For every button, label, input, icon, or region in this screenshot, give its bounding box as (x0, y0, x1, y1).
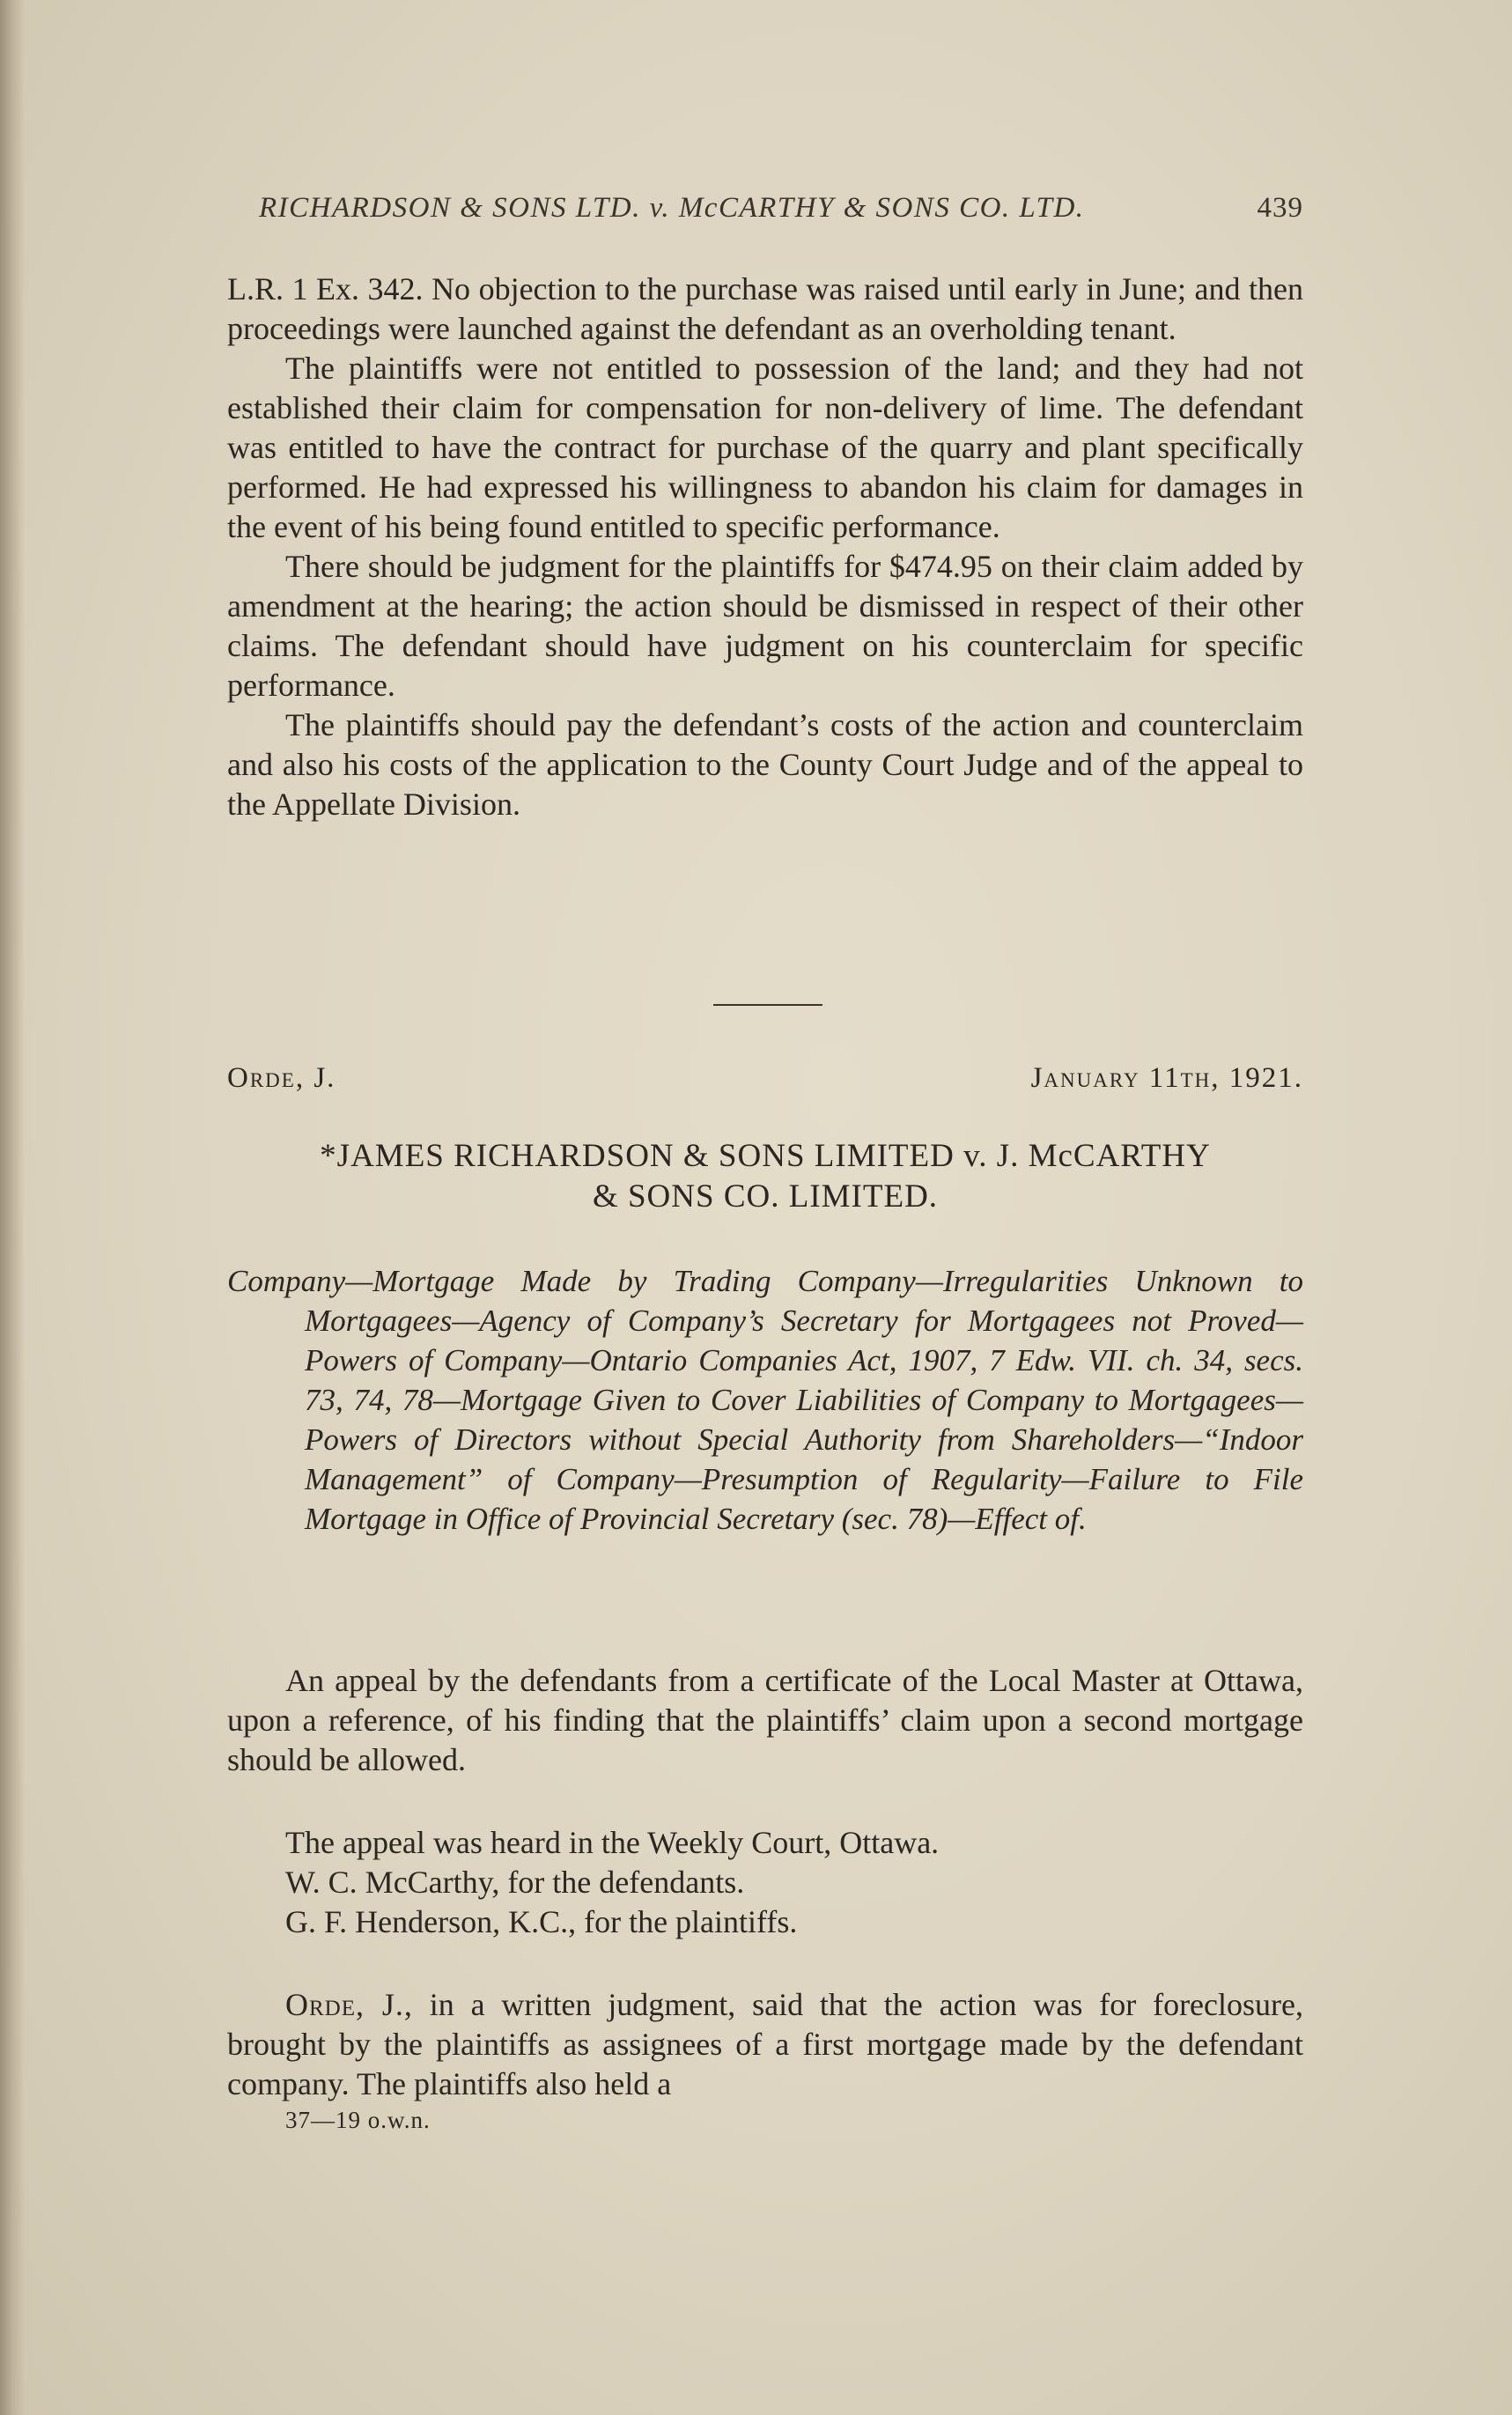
hearing-details (285, 1823, 1303, 1942)
case-title-line: *JAMES RICHARDSON & SONS LIMITED v. J. McCARTHY (320, 1138, 1211, 1174)
judge-date-line (227, 1062, 1303, 1106)
paragraph: The plaintiffs should pay the defendant’s costs of the action and counterclaim and also his costs of the application to the County Court Judge and of the appeal to the Appellate Division. (227, 707, 1303, 822)
paragraph: The plaintiffs were not entitled to possession of the land; and they had not established their claim for compensation for non-delivery of lime. The defendant was entitled to have the contract for purchase of the quarry and plant specifically performed. He had expressed his willingness to abandon his claim for damages in the event of his being found entitled to specific performance. (227, 351, 1303, 544)
counsel-line: G. F. Henderson, K.C., for the plaintiffs. (285, 1904, 798, 1939)
running-title: RICHARDSON & SONS LTD. v. McCARTHY & SONS CO. LTD. (259, 192, 1085, 224)
hearing-line: The appeal was heard in the Weekly Court, Ottawa. (285, 1825, 940, 1860)
judge-lead: Orde, J., (285, 1987, 413, 2022)
case-title (227, 1136, 1303, 1217)
headnote: Company—Mortgage Made by Trading Company—Irregularities Unknown to Mortgagees—Agency of Company’s Secretary for Mortgagees not Proved—Powers of Company—Ontario Companies Act, 1907, 7 Edw. VII. ch. 34, secs. 73, 74, 78—Mortgage Given to Cover Liabilities of Company to Mortgagees—Powers of Directors without Special Authority from Shareholders—“Indoor Management” of Company—Presumption of Regularity—Failure to File Mortgage in Office of Provincial Secretary (sec. 78)—Effect of. (227, 1264, 1303, 1536)
page-number: 439 (1257, 192, 1303, 224)
judge-name: Orde, J. (227, 1062, 336, 1094)
printer-signature: 37—19 o.w.n. (285, 2107, 431, 2133)
case-title-line: & SONS CO. LIMITED. (592, 1178, 939, 1215)
judgment-date: January 11th, 1921. (1030, 1062, 1303, 1094)
counsel-line: W. C. McCarthy, for the defendants. (285, 1865, 745, 1900)
paragraph: L.R. 1 Ex. 342. No objection to the purchase was raised until early in June; and then proceedings were launched against the defendant as an overholding tenant. (227, 271, 1303, 346)
paragraph (227, 1985, 1303, 2104)
previous-case-conclusion (227, 270, 1303, 824)
page-spine-shadow (0, 0, 25, 2415)
section-divider (713, 1004, 822, 1006)
judgment-text: in a written judgment, said that the action was for foreclosure, brought by the plaintiffs as assignees of a first mortgage made by the defendant company. The plaintiffs also held a (227, 1987, 1303, 2101)
running-header (227, 192, 1303, 236)
paragraph: An appeal by the defendants from a certificate of the Local Master at Ottawa, upon a reference, of his finding that the plaintiffs’ claim upon a second mortgage should be allowed. (227, 1663, 1303, 1777)
appeal-paragraph (227, 1661, 1303, 1780)
paragraph: There should be judgment for the plaintiffs for $474.95 on their claim added by amendment at the hearing; the action should be dismissed in respect of their other claims. The defendant should have judgment on his counterclaim for specific performance. (227, 549, 1303, 703)
judgment-paragraph (227, 1985, 1303, 2104)
